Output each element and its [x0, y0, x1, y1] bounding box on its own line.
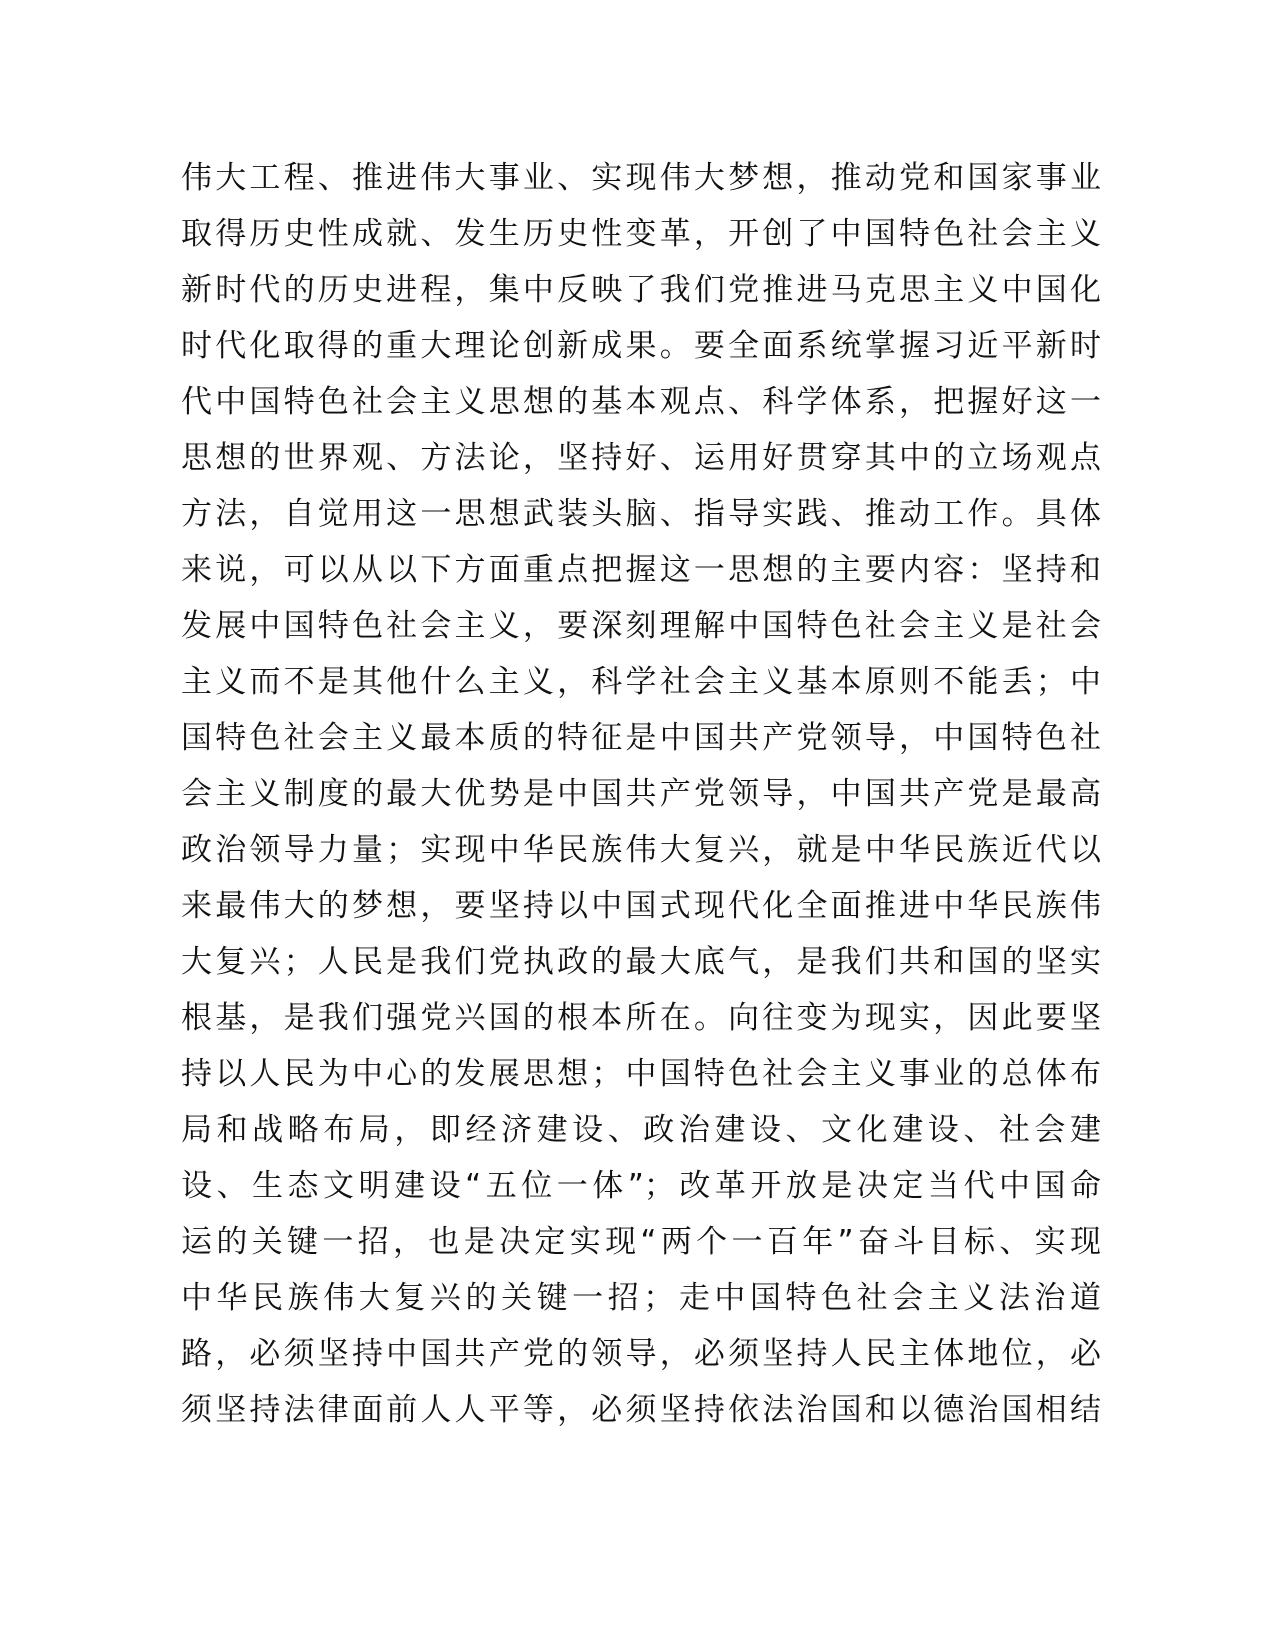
text-line-1: 伟大工程、推进伟大事业、实现伟大梦想，推动党和国家事业	[181, 160, 1101, 196]
text-line-4: 时代化取得的重大理论创新成果。要全面系统掌握习近平新时	[181, 328, 1101, 364]
text-line-15: 大复兴；人民是我们党执政的最大底气，是我们共和国的坚实	[181, 944, 1101, 980]
text-line-7: 方法，自觉用这一思想武装头脑、指导实践、推动工作。具体	[181, 496, 1101, 532]
text-line-12: 会主义制度的最大优势是中国共产党领导，中国共产党是最高	[181, 776, 1101, 812]
text-line-23: 须坚持法律面前人人平等，必须坚持依法治国和以德治国相结	[181, 1392, 1101, 1428]
text-line-14: 来最伟大的梦想，要坚持以中国式现代化全面推进中华民族伟	[181, 888, 1101, 924]
text-line-9: 发展中国特色社会主义，要深刻理解中国特色社会主义是社会	[181, 608, 1101, 644]
text-line-19: 设、生态文明建设“五位一体”；改革开放是决定当代中国命	[181, 1168, 1101, 1204]
text-line-20: 运的关键一招，也是决定实现“两个一百年”奋斗目标、实现	[181, 1224, 1101, 1260]
text-line-21: 中华民族伟大复兴的关键一招；走中国特色社会主义法治道	[181, 1280, 1101, 1316]
text-line-17: 持以人民为中心的发展思想；中国特色社会主义事业的总体布	[181, 1056, 1101, 1092]
text-line-10: 主义而不是其他什么主义，科学社会主义基本原则不能丢；中	[181, 664, 1101, 700]
text-line-3: 新时代的历史进程，集中反映了我们党推进马克思主义中国化	[181, 272, 1101, 308]
body-paragraph	[181, 150, 1101, 1438]
text-line-11: 国特色社会主义最本质的特征是中国共产党领导，中国特色社	[181, 720, 1101, 756]
text-line-22: 路，必须坚持中国共产党的领导，必须坚持人民主体地位，必	[181, 1336, 1101, 1372]
text-line-16: 根基，是我们强党兴国的根本所在。向往变为现实，因此要坚	[181, 1000, 1101, 1036]
text-line-13: 政治领导力量；实现中华民族伟大复兴，就是中华民族近代以	[181, 832, 1101, 868]
text-line-6: 思想的世界观、方法论，坚持好、运用好贯穿其中的立场观点	[181, 440, 1101, 476]
text-line-2: 取得历史性成就、发生历史性变革，开创了中国特色社会主义	[181, 216, 1101, 252]
text-line-8: 来说，可以从以下方面重点把握这一思想的主要内容：坚持和	[181, 552, 1101, 588]
text-line-18: 局和战略布局，即经济建设、政治建设、文化建设、社会建	[181, 1112, 1101, 1148]
text-line-5: 代中国特色社会主义思想的基本观点、科学体系，把握好这一	[181, 384, 1101, 420]
